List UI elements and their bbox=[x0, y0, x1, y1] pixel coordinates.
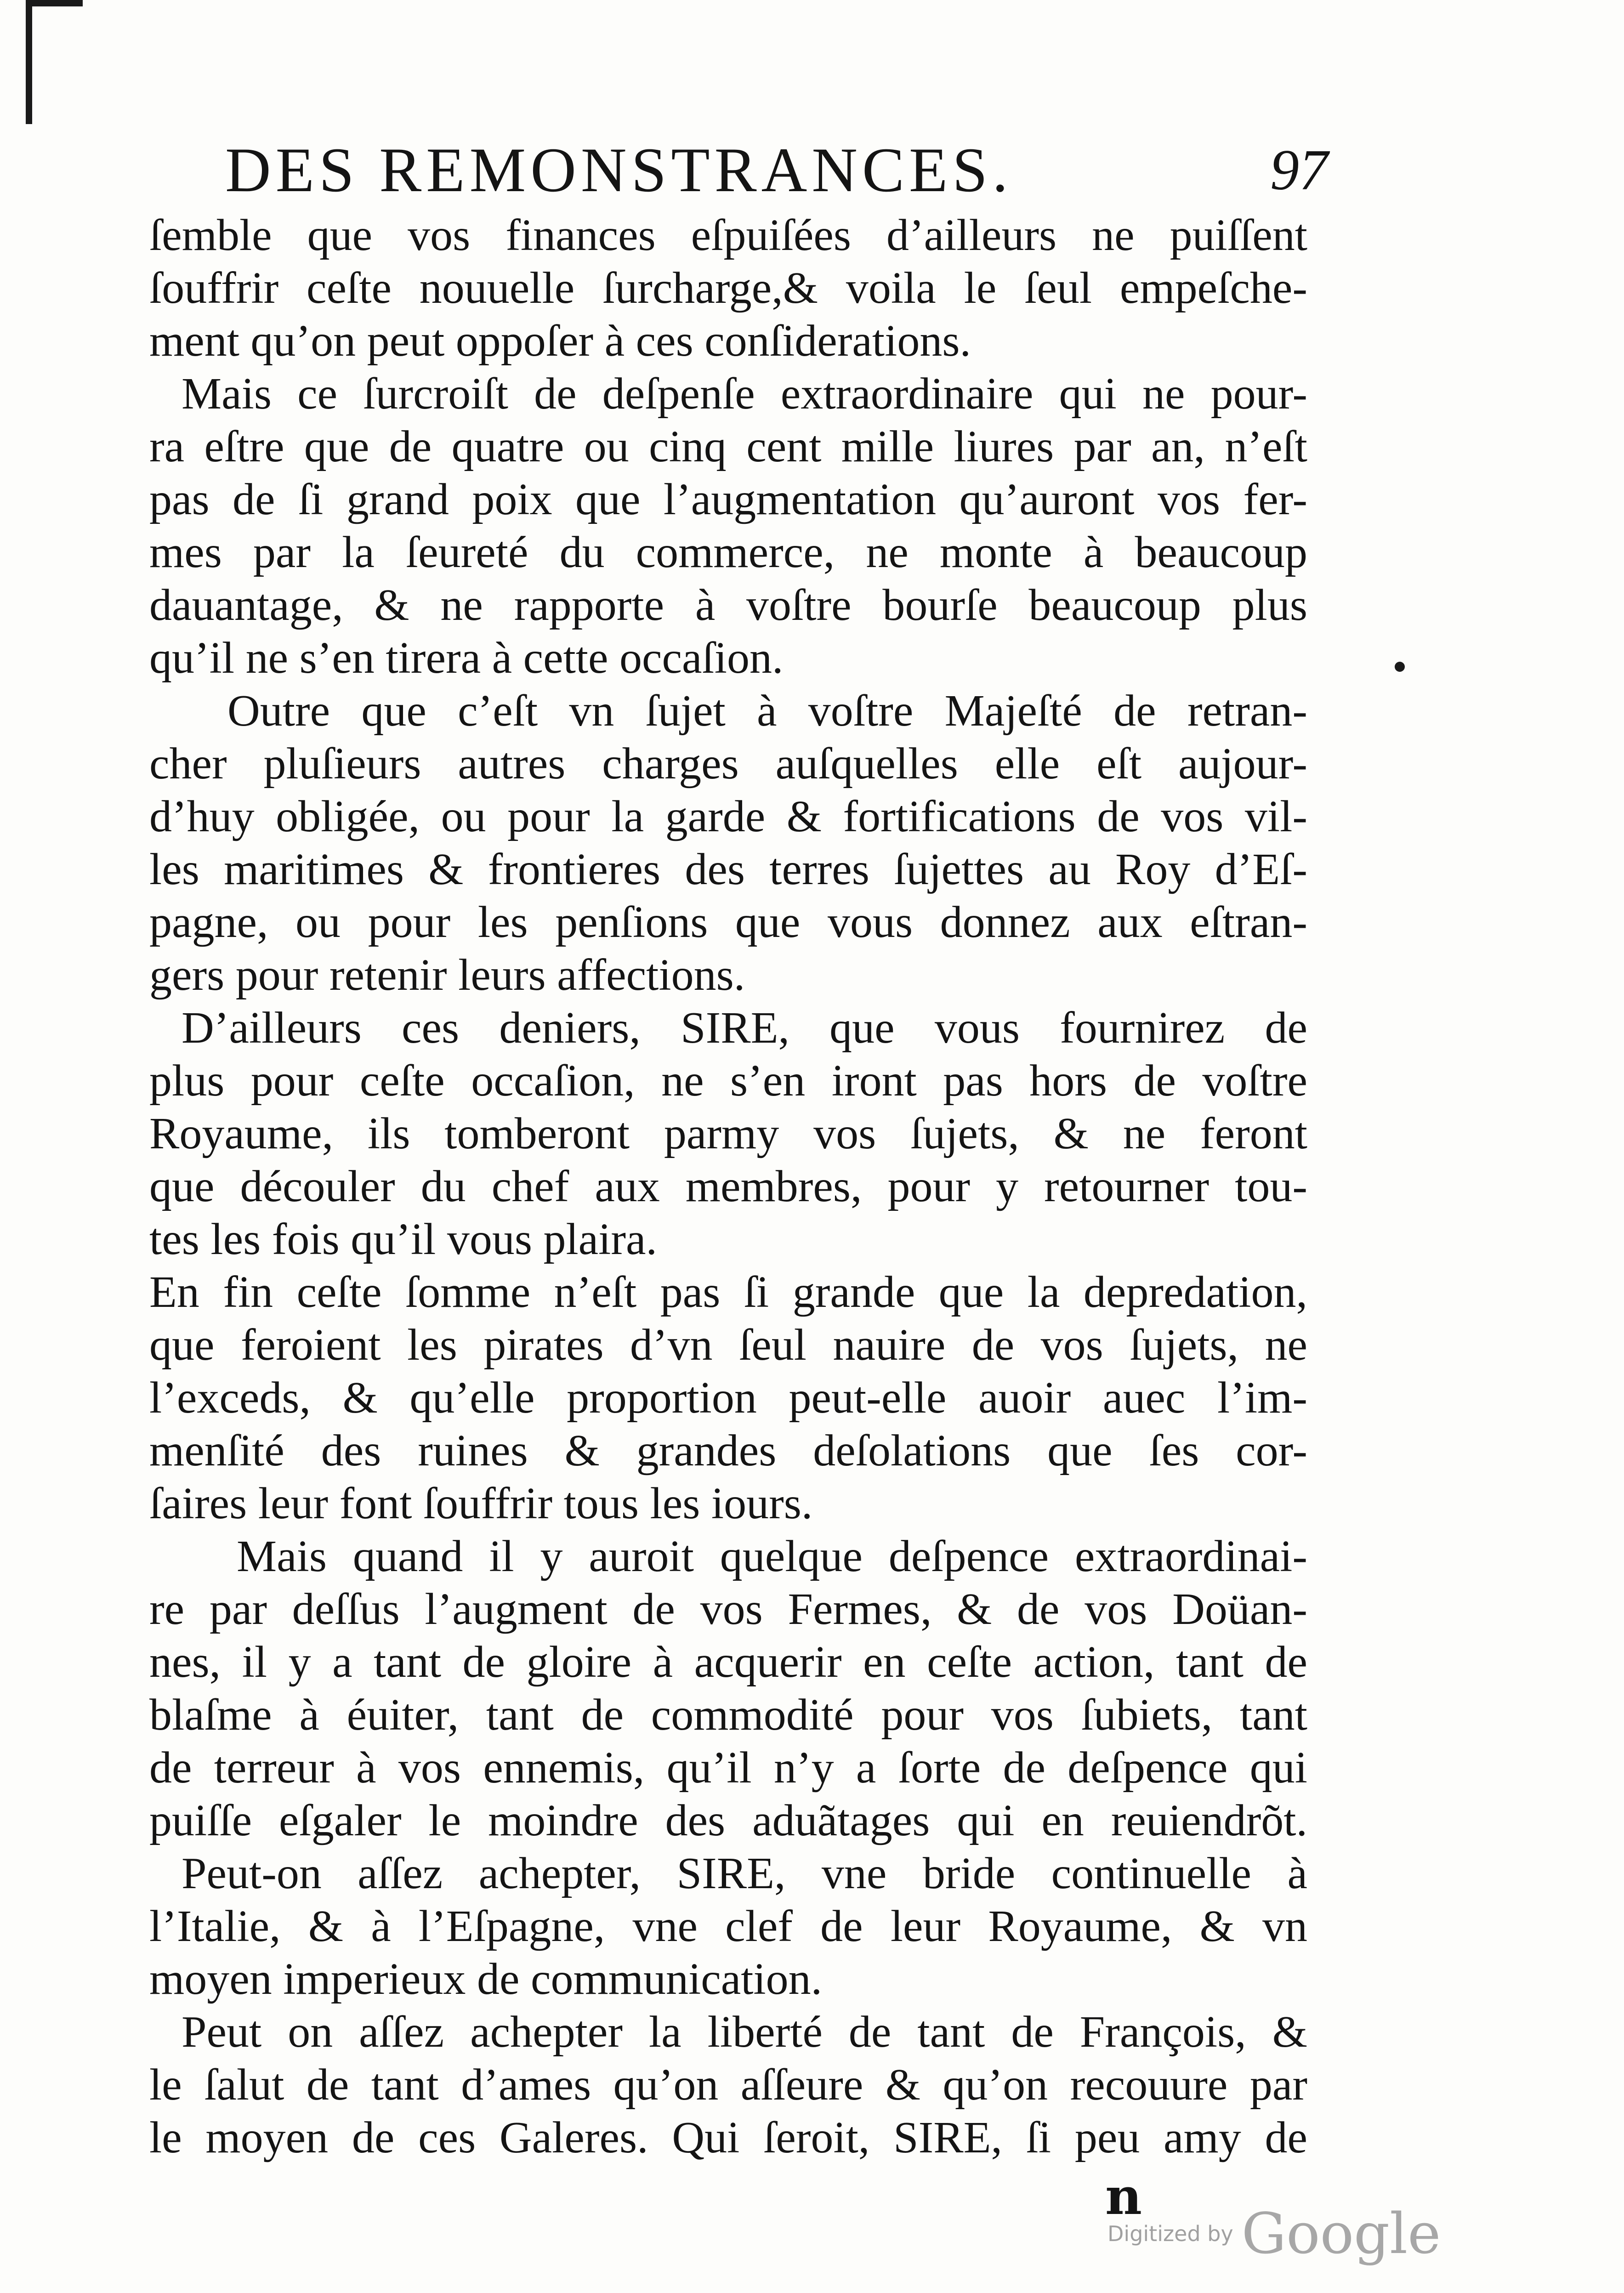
text-line: dauantage, & ne rapporte à voſtre bourſe beaucoup plus bbox=[149, 580, 1307, 630]
text-line: ment qu’on peut oppoſer à ces conſiderations. bbox=[149, 316, 971, 366]
text-line: Mais ce ſurcroiſt de deſpenſe extraordinaire qui ne pour- bbox=[182, 369, 1307, 419]
text-line: Royaume, ils tomberont parmy vos ſujets, & ne feront bbox=[149, 1109, 1307, 1158]
text-line: tes les fois qu’il vous plaira. bbox=[149, 1215, 658, 1264]
text-line: ſemble que vos finances eſpuiſées d’ailleurs ne puiſſent bbox=[149, 210, 1307, 260]
text-line: menſité des ruines & grandes deſolations que ſes cor- bbox=[149, 1426, 1307, 1476]
text-line: ſaires leur font ſouffrir tous les iours. bbox=[149, 1479, 813, 1528]
text-line: cher pluſieurs autres charges auſquelles elle eſt aujour- bbox=[149, 739, 1307, 789]
signature-mark: n bbox=[1105, 2167, 1142, 2226]
text-line: l’exceds, & qu’elle proportion peut-elle auoir auec l’im- bbox=[149, 1373, 1307, 1423]
ink-speck bbox=[1395, 662, 1405, 672]
text-line: l’Italie, & à l’Eſpagne, vne clef de leur Royaume, & vn bbox=[149, 1901, 1307, 1951]
text-line: pas de ſi grand poix que l’augmentation qu’auront vos fer- bbox=[149, 475, 1307, 524]
text-line: ra eſtre que de quatre ou cinq cent mille liures par an, n’eſt bbox=[149, 422, 1307, 471]
text-line: que feroient les pirates d’vn ſeul nauire de vos ſujets, ne bbox=[149, 1320, 1307, 1370]
text-line: Peut on aſſez achepter la liberté de tant de François, & bbox=[182, 2007, 1307, 2057]
text-line: plus pour ceſte occaſion, ne s’en iront pas hors de voſtre bbox=[149, 1056, 1307, 1106]
text-line: re par deſſus l’augment de vos Fermes, & de vos Doüan- bbox=[149, 1584, 1307, 1634]
page-header bbox=[225, 133, 1328, 207]
text-line: de terreur à vos ennemis, qu’il n’y a ſorte de deſpence qui bbox=[149, 1743, 1307, 1793]
digitized-by-watermark bbox=[1107, 2201, 1441, 2266]
text-line: qu’il ne s’en tirera à cette occaſion. bbox=[149, 633, 784, 683]
text-line: Mais quand il y auroit quelque deſpence extraordinai- bbox=[237, 1532, 1307, 1581]
text-line: puiſſe eſgaler le moindre des aduãtages qui en reuiendrõt. bbox=[149, 1796, 1307, 1845]
body-text bbox=[149, 209, 1307, 2164]
text-line: gers pour retenir leurs affections. bbox=[149, 950, 745, 1000]
text-line: blaſme à éuiter, tant de commodité pour vos ſubiets, tant bbox=[149, 1690, 1307, 1740]
text-line: les maritimes & frontieres des terres ſujettes au Roy d’Eſ- bbox=[149, 845, 1307, 894]
text-line: D’ailleurs ces deniers, SIRE, que vous fournirez de bbox=[182, 1003, 1307, 1053]
page-edge-shadow-left bbox=[26, 0, 32, 124]
running-title: DES REMONSTRANCES. bbox=[225, 135, 1013, 205]
text-line: moyen imperieux de communication. bbox=[149, 1954, 823, 2004]
text-line: le ſalut de tant d’ames qu’on aſſeure & qu’on recouure par bbox=[149, 2060, 1307, 2110]
page-number: 97 bbox=[1270, 138, 1328, 202]
text-line: Peut-on aſſez achepter, SIRE, vne bride continuelle à bbox=[182, 1849, 1307, 1898]
text-line: En fin ceſte ſomme n’eſt pas ſi grande que la depredation, bbox=[149, 1267, 1307, 1317]
text-line: d’huy obligée, ou pour la garde & fortifications de vos vil- bbox=[149, 792, 1307, 841]
google-logo: Google bbox=[1241, 2201, 1441, 2266]
page-edge-shadow-top bbox=[28, 0, 83, 6]
text-line: mes par la ſeureté du commerce, ne monte à beaucoup bbox=[149, 528, 1307, 577]
text-line: pagne, ou pour les penſions que vous donnez aux eſtran- bbox=[149, 897, 1307, 947]
digitized-by-label: Digitized by bbox=[1107, 2221, 1233, 2246]
text-line: Outre que c’eſt vn ſujet à voſtre Majeſté de retran- bbox=[227, 686, 1307, 736]
text-line: nes, il y a tant de gloire à acquerir en ceſte action, tant de bbox=[149, 1637, 1307, 1687]
text-line: le moyen de ces Galeres. Qui ſeroit, SIRE, ſi peu amy de bbox=[149, 2113, 1307, 2162]
text-line: ſouffrir ceſte nouuelle ſurcharge,& voila le ſeul empeſche- bbox=[149, 263, 1307, 313]
text-line: que découler du chef aux membres, pour y retourner tou- bbox=[149, 1162, 1307, 1211]
